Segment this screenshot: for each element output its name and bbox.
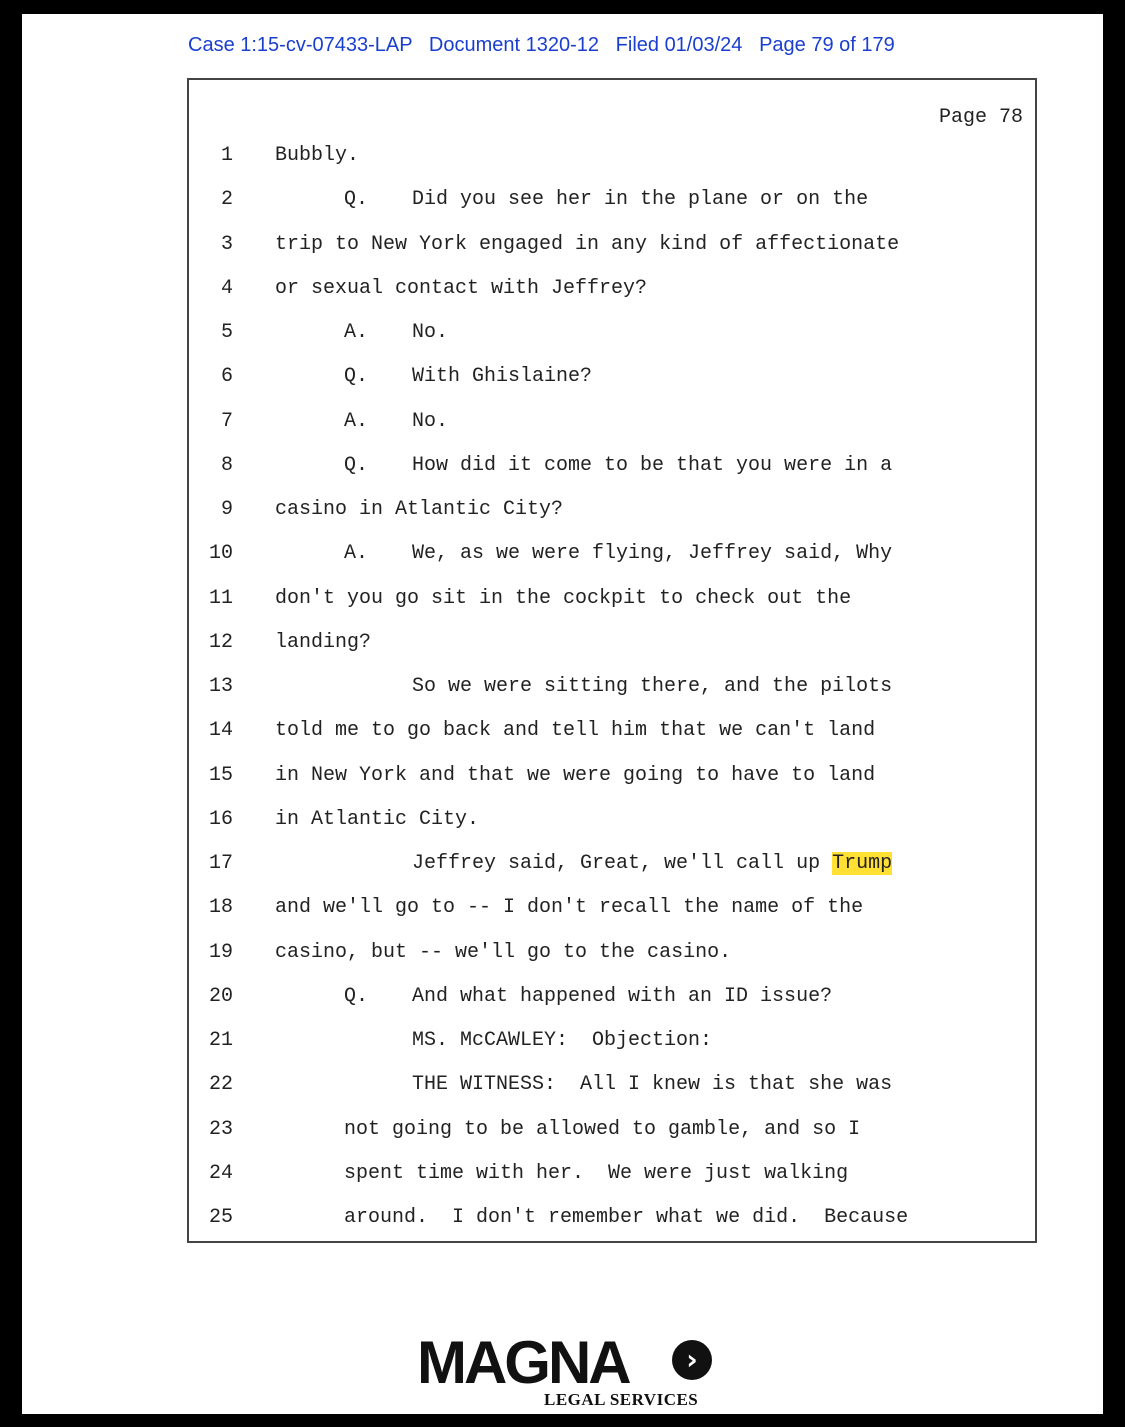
document-page: [22, 14, 1103, 1414]
line-number: 13: [208, 675, 233, 698]
line-number: 16: [208, 807, 233, 831]
line-number: 22: [208, 1073, 233, 1097]
transcript-line: [189, 454, 1035, 498]
line-text: in Atlantic City.: [275, 807, 480, 831]
highlighted-text: Trump: [832, 852, 893, 875]
line-text: No.: [412, 409, 449, 433]
line-number: 5: [220, 321, 233, 344]
transcript-line: [189, 1118, 1035, 1162]
transcript-box: [187, 78, 1037, 1243]
line-number: 9: [220, 498, 233, 521]
transcript-line: [189, 144, 1035, 188]
transcript-line: [189, 896, 1035, 940]
line-text: don't you go sit in the cockpit to check out the: [275, 586, 852, 610]
transcript-line: [189, 233, 1035, 277]
line-text: Bubbly.: [275, 144, 360, 167]
line-number: 2: [220, 188, 233, 212]
line-text: A.: [344, 542, 369, 566]
transcript-line: [189, 631, 1035, 675]
line-text: in New York and that we were going to have to land: [275, 763, 876, 787]
transcript-line: [189, 1073, 1035, 1117]
line-text: and we'll go to -- I don't recall the name of the: [275, 896, 864, 920]
line-text: spent time with her. We were just walking: [344, 1161, 849, 1185]
transcript-line: [189, 542, 1035, 586]
line-text: So we were sitting there, and the pilots: [412, 675, 893, 698]
line-number: 12: [208, 630, 233, 654]
logo-wordmark: MAGNA: [417, 1329, 629, 1396]
line-text: THE WITNESS: All I knew is that she was: [412, 1073, 893, 1097]
line-text: We, as we were flying, Jeffrey said, Why: [412, 542, 893, 566]
transcript-line: [189, 1206, 1035, 1250]
logo-arrow-icon: ›: [672, 1340, 712, 1380]
line-text: Q.: [344, 984, 369, 1008]
transcript-line: [189, 365, 1035, 409]
transcript-line: [189, 675, 1035, 719]
transcript-page-label: Page 78: [938, 106, 1023, 129]
line-text: not going to be allowed to gamble, and so I: [344, 1117, 861, 1141]
line-number: 6: [220, 365, 233, 389]
transcript-line: [189, 852, 1035, 896]
line-number: 1: [220, 144, 233, 167]
logo-subtitle: LEGAL SERVICES: [544, 1390, 699, 1409]
line-number: 15: [208, 763, 233, 787]
magna-logo: [417, 1329, 717, 1412]
line-text: casino, but -- we'll go to the casino.: [275, 940, 732, 964]
line-text: A.: [344, 321, 369, 344]
line-number: 7: [220, 409, 233, 433]
line-number: 24: [208, 1161, 233, 1185]
transcript-line: [189, 941, 1035, 985]
transcript-line: [189, 587, 1035, 631]
transcript-line: [189, 188, 1035, 232]
transcript-line: [189, 277, 1035, 321]
line-text: No.: [412, 321, 449, 344]
line-number: 11: [208, 586, 233, 610]
transcript-line: [189, 321, 1035, 365]
transcript-line: [189, 1029, 1035, 1073]
line-number: 14: [208, 719, 233, 743]
line-text: Q.: [344, 365, 369, 389]
line-text: or sexual contact with Jeffrey?: [275, 276, 648, 300]
transcript-line: [189, 985, 1035, 1029]
court-filing-stamp: Case 1:15-cv-07433-LAP Document 1320-12 Filed 01/03/24 Page 79 of 179: [188, 34, 895, 56]
line-text: Q.: [344, 188, 369, 212]
line-number: 20: [208, 984, 233, 1008]
transcript-line: [189, 498, 1035, 542]
line-text: trip to New York engaged in any kind of affectionate: [275, 232, 900, 256]
line-number: 21: [208, 1029, 233, 1052]
line-text: landing?: [275, 630, 372, 654]
line-number: 4: [220, 276, 233, 300]
line-number: 8: [220, 453, 233, 477]
transcript-line: [189, 410, 1035, 454]
transcript-line: [189, 808, 1035, 852]
line-number: 10: [208, 542, 233, 566]
transcript-line: [189, 1162, 1035, 1206]
line-number: 23: [208, 1117, 233, 1141]
line-number: 25: [208, 1206, 233, 1229]
line-text: With Ghislaine?: [412, 365, 593, 389]
line-text: A.: [344, 409, 369, 433]
line-text: And what happened with an ID issue?: [412, 984, 833, 1008]
line-text: Did you see her in the plane or on the: [412, 188, 869, 212]
line-text: MS. McCAWLEY: Objection:: [412, 1029, 713, 1052]
line-text: casino in Atlantic City?: [275, 498, 564, 521]
transcript-line: [189, 719, 1035, 763]
line-number: 17: [208, 852, 233, 875]
line-text: around. I don't remember what we did. Because: [344, 1206, 909, 1229]
line-text: told me to go back and tell him that we can't land: [275, 719, 876, 743]
line-number: 3: [220, 232, 233, 256]
transcript-lines: [189, 144, 1035, 1250]
line-number: 18: [208, 896, 233, 920]
transcript-line: [189, 764, 1035, 808]
line-text: Jeffrey said, Great, we'll call up Trump: [412, 852, 893, 875]
line-text: Q.: [344, 453, 369, 477]
line-number: 19: [208, 940, 233, 964]
line-text: How did it come to be that you were in a: [412, 453, 893, 477]
